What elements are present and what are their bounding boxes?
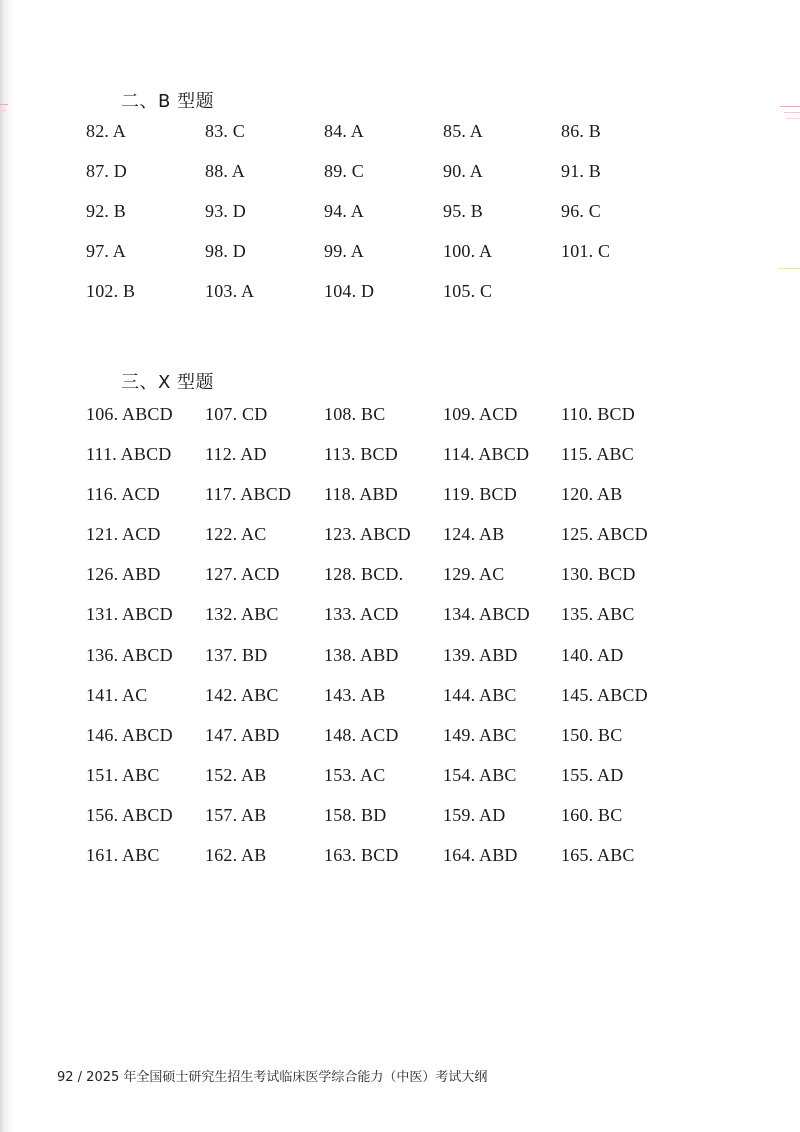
answer-cell: 128. BCD. [324, 564, 404, 585]
answer-cell: 150. BC [561, 724, 623, 745]
answer-cell: 115. ABC [561, 444, 634, 465]
answer-cell: 92. B [86, 201, 127, 222]
answer-row [86, 685, 696, 725]
answer-cell: 105. C [443, 281, 493, 302]
section-title-b-type: 二、B 型题 [121, 91, 215, 112]
answer-cell: 156. ABCD [86, 804, 173, 825]
answer-row [86, 524, 696, 564]
answer-cell: 142. ABC [205, 684, 279, 705]
answer-cell: 94. A [324, 201, 365, 222]
answer-cell: 153. AC [324, 764, 386, 785]
answer-cell: 91. B [561, 161, 602, 182]
answer-cell: 111. ABCD [86, 444, 172, 465]
scan-edge-mark [780, 106, 800, 107]
answer-cell: 147. ABD [205, 724, 280, 745]
answer-cell: 88. A [205, 161, 246, 182]
answer-row [86, 725, 696, 765]
answer-row [86, 281, 696, 321]
answer-cell: 90. A [443, 161, 484, 182]
answer-cell: 96. C [561, 201, 602, 222]
answer-grid-b-type [86, 121, 696, 321]
answer-cell: 124. AB [443, 524, 505, 545]
answer-cell: 106. ABCD [86, 404, 173, 424]
answer-cell: 97. A [86, 241, 127, 262]
answer-cell: 136. ABCD [86, 644, 173, 665]
answer-row [86, 564, 696, 604]
answer-cell: 95. B [443, 201, 484, 222]
answer-cell: 126. ABD [86, 564, 161, 585]
answer-row [86, 765, 696, 805]
answer-cell: 103. A [205, 281, 255, 302]
answer-cell: 146. ABCD [86, 724, 173, 745]
answer-cell: 127. ACD [205, 564, 280, 585]
answer-cell: 151. ABC [86, 764, 160, 785]
answer-cell: 161. ABC [86, 845, 160, 866]
section-title-x-type: 三、X 型题 [121, 372, 215, 393]
answer-cell: 160. BC [561, 804, 623, 825]
answer-cell: 113. BCD [324, 444, 398, 465]
answer-cell: 110. BCD [561, 404, 635, 424]
page-footer: 92 / 2025 年全国硕士研究生招生考试临床医学综合能力（中医）考试大纲 [57, 1070, 488, 1085]
answer-cell: 104. D [324, 281, 375, 302]
answer-cell: 162. AB [205, 845, 267, 866]
answer-row [86, 604, 696, 644]
answer-row [86, 444, 696, 484]
answer-cell: 152. AB [205, 764, 267, 785]
answer-row [86, 121, 696, 161]
scan-edge-mark [778, 268, 800, 269]
answer-row [86, 645, 696, 685]
answer-cell: 165. ABC [561, 845, 635, 866]
answer-cell: 130. BCD [561, 564, 636, 585]
answer-cell: 120. AB [561, 484, 623, 505]
answer-cell: 98. D [205, 241, 246, 262]
answer-row [86, 845, 696, 885]
answer-cell: 154. ABC [443, 764, 517, 785]
answer-cell: 157. AB [205, 804, 267, 825]
answer-cell: 164. ABD [443, 845, 518, 866]
answer-cell: 131. ABCD [86, 604, 173, 625]
answer-cell: 86. B [561, 121, 602, 141]
answer-cell: 100. A [443, 241, 493, 262]
answer-cell: 144. ABC [443, 684, 517, 705]
scan-edge-mark [0, 110, 6, 111]
answer-cell: 118. ABD [324, 484, 398, 505]
answer-cell: 122. AC [205, 524, 267, 545]
scan-edge-mark [784, 112, 800, 113]
answer-cell: 125. ABCD [561, 524, 648, 545]
answer-row [86, 161, 696, 201]
answer-cell: 149. ABC [443, 724, 517, 745]
answer-cell: 163. BCD [324, 845, 399, 866]
scan-edge-mark [786, 118, 800, 119]
answer-cell: 159. AD [443, 804, 506, 825]
page-scan-shadow [0, 0, 14, 1132]
answer-cell: 123. ABCD [324, 524, 411, 545]
answer-cell: 109. ACD [443, 404, 518, 424]
answer-cell: 116. ACD [86, 484, 160, 505]
answer-cell: 102. B [86, 281, 136, 302]
answer-cell: 145. ABCD [561, 684, 648, 705]
answer-cell: 121. ACD [86, 524, 161, 545]
answer-cell: 141. AC [86, 684, 148, 705]
answer-cell: 139. ABD [443, 644, 518, 665]
answer-cell: 133. ACD [324, 604, 399, 625]
answer-cell: 135. ABC [561, 604, 635, 625]
answer-cell: 112. AD [205, 444, 267, 465]
answer-cell: 158. BD [324, 804, 387, 825]
answer-row [86, 241, 696, 281]
answer-cell: 101. C [561, 241, 611, 262]
answer-row [86, 805, 696, 845]
answer-cell: 84. A [324, 121, 365, 141]
answer-cell: 83. C [205, 121, 246, 141]
answer-row [86, 404, 696, 444]
answer-cell: 99. A [324, 241, 365, 262]
answer-cell: 132. ABC [205, 604, 279, 625]
answer-cell: 129. AC [443, 564, 505, 585]
answer-cell: 155. AD [561, 764, 624, 785]
scan-edge-mark [0, 104, 8, 105]
answer-grid-x-type [86, 404, 696, 885]
answer-cell: 119. BCD [443, 484, 517, 505]
answer-cell: 137. BD [205, 644, 268, 665]
answer-cell: 87. D [86, 161, 127, 182]
answer-cell: 148. ACD [324, 724, 399, 745]
answer-cell: 117. ABCD [205, 484, 292, 505]
answer-cell: 134. ABCD [443, 604, 530, 625]
answer-cell: 82. A [86, 121, 127, 141]
answer-cell: 107. CD [205, 404, 268, 424]
answer-cell: 140. AD [561, 644, 624, 665]
answer-cell: 108. BC [324, 404, 386, 424]
answer-cell: 85. A [443, 121, 484, 141]
answer-cell: 143. AB [324, 684, 386, 705]
answer-row [86, 201, 696, 241]
answer-cell: 114. ABCD [443, 444, 530, 465]
answer-row [86, 484, 696, 524]
answer-cell: 138. ABD [324, 644, 399, 665]
answer-cell: 89. C [324, 161, 365, 182]
answer-cell: 93. D [205, 201, 246, 222]
